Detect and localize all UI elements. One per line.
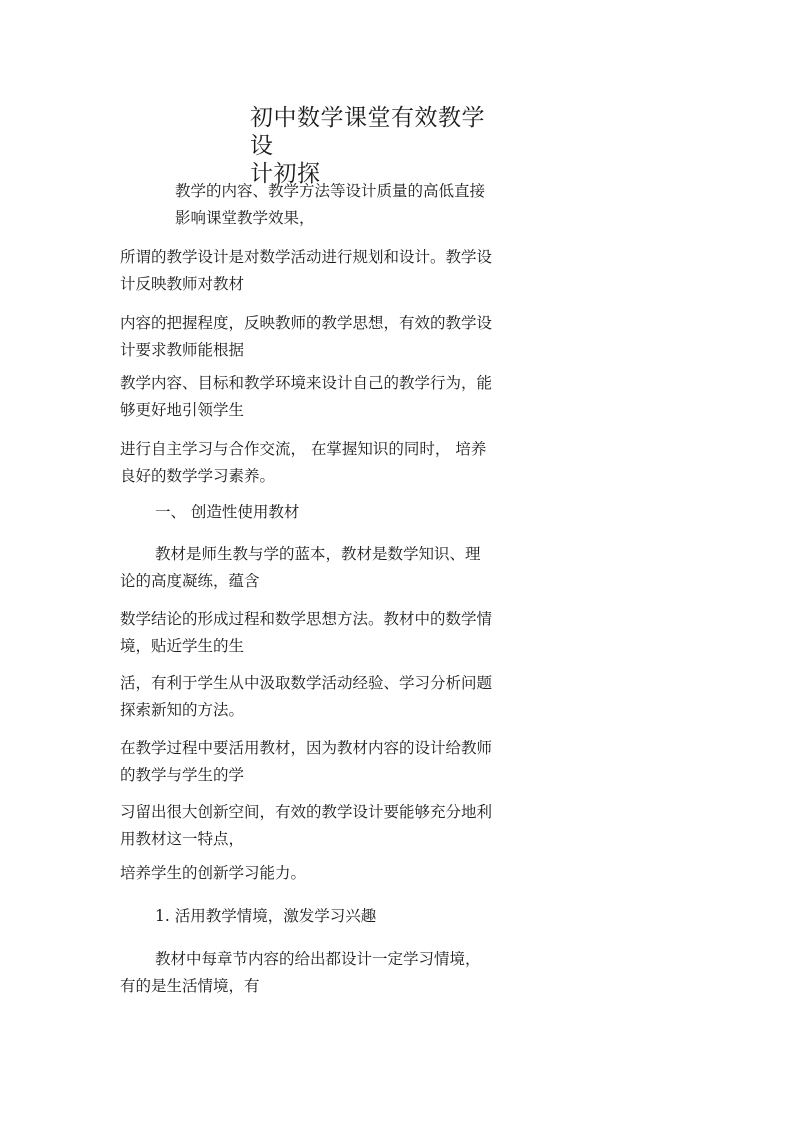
paragraph — [120, 860, 306, 887]
paragraph-line: 进行自主学习与合作交流， 在掌握知识的同时， 培养 — [120, 440, 487, 458]
paragraph-line: 培养学生的创新学习能力。 — [120, 864, 307, 882]
paragraph — [120, 670, 492, 724]
subsection-heading — [155, 903, 376, 930]
paragraph-line: 够更好地引领学生 — [120, 401, 245, 419]
paragraph-line: 有的是生活情境，有 — [120, 977, 260, 995]
paragraph-line: 探索新知的方法。 — [120, 701, 245, 719]
paragraph — [120, 244, 492, 298]
paragraph-line: 教材是师生教与学的蓝本，教材是数学知识、理 — [155, 545, 481, 563]
paragraph-line: 影响课堂教学效果， — [175, 209, 315, 227]
paragraph — [120, 541, 481, 595]
paragraph-line: 活，有利于学生从中汲取数学活动经验、学习分析问题 — [120, 674, 493, 692]
title-line-1: 初中数学课堂有效教学设 — [250, 105, 485, 159]
paragraph-line: 所谓的教学设计是对数学活动进行规划和设计。教学设 — [120, 248, 493, 266]
paragraph — [120, 799, 492, 853]
section-heading-text: 一、 创造性使用教材 — [155, 503, 300, 521]
document-title — [250, 104, 500, 188]
paragraph — [120, 606, 492, 660]
paragraph-line: 教学的内容、教学方法等设计质量的高低直接 — [175, 182, 486, 200]
paragraph-line: 的教学与学生的学 — [120, 766, 245, 784]
paragraph-line: 习留出很大创新空间，有效的教学设计要能够充分地利 — [120, 803, 493, 821]
paragraph-line: 在教学过程中要活用教材，因为教材内容的设计给教师 — [120, 739, 493, 757]
title-line-2: 计初探 — [250, 161, 321, 187]
paragraph-intro — [175, 178, 485, 232]
section-heading — [155, 499, 299, 526]
paragraph-line: 计要求教师能根据 — [120, 341, 245, 359]
subsection-heading-text: 1. 活用教学情境，激发学习兴趣 — [155, 907, 377, 925]
paragraph-line: 教材中每章节内容的给出都设计一定学习情境， — [155, 950, 481, 968]
paragraph-line: 计反映教师对教材 — [120, 275, 245, 293]
paragraph-line: 良好的数学学习素养。 — [120, 467, 276, 485]
paragraph-line: 数学结论的形成过程和数学思想方法。教材中的数学情 — [120, 610, 493, 628]
paragraph-line: 内容的把握程度，反映教师的教学思想，有效的教学设 — [120, 314, 493, 332]
paragraph-line: 境，贴近学生的生 — [120, 637, 245, 655]
paragraph-line: 用教材这一特点， — [120, 830, 245, 848]
paragraph-line: 论的高度凝练，蕴含 — [120, 572, 260, 590]
paragraph-line: 教学内容、目标和教学环境来设计自己的教学行为，能 — [120, 374, 493, 392]
paragraph — [120, 310, 492, 364]
paragraph — [120, 436, 486, 490]
paragraph — [120, 735, 492, 789]
paragraph — [120, 370, 492, 424]
paragraph — [120, 946, 481, 1000]
